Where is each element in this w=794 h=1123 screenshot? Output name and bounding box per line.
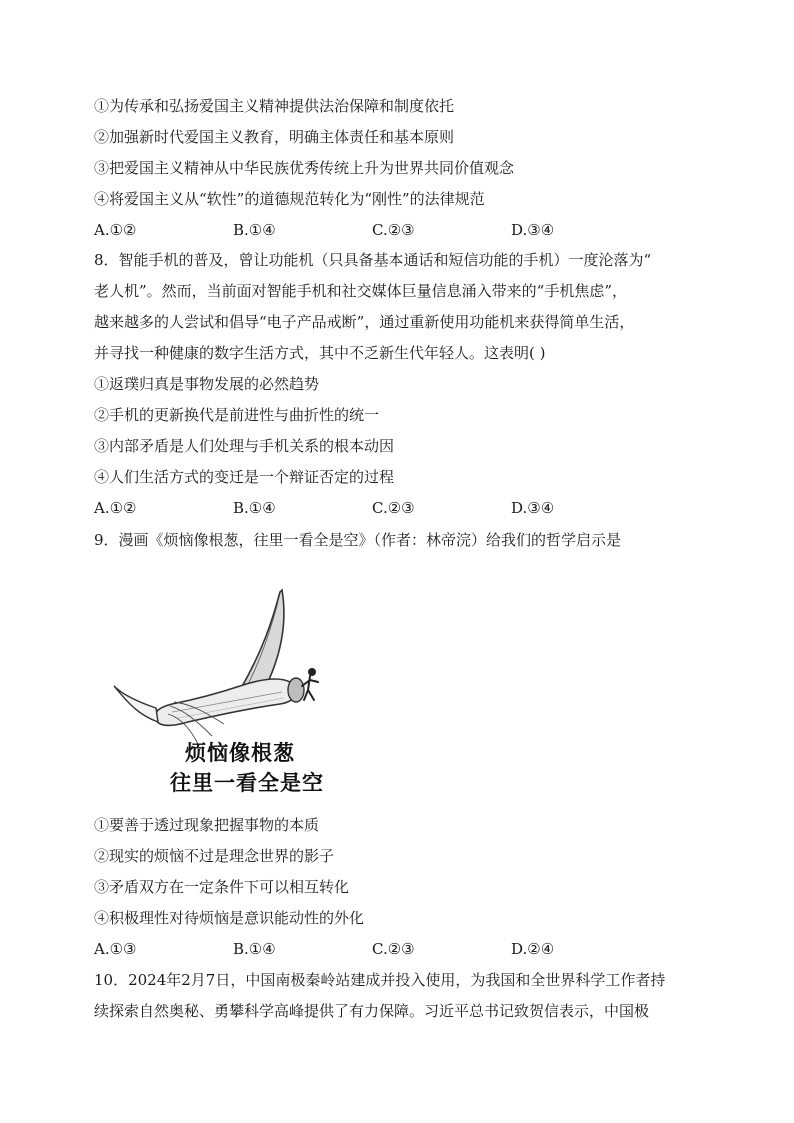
q10-stem-line-2: 续探索自然奥秘、勇攀科学高峰提供了有力保障。习近平总书记致贺信表示，中国极	[94, 1002, 650, 1020]
q7-option-d[interactable]: D.③④	[511, 221, 555, 239]
q8-option-d[interactable]: D.③④	[511, 499, 555, 517]
q7-option-c[interactable]: C.②③	[372, 221, 415, 239]
scallion-hollow-end	[288, 678, 304, 702]
q9-stem: 9．漫画《烦恼像根葱，往里一看全是空》（作者：林帝浣）给我们的哲学启示是	[94, 531, 622, 549]
q7-statement-4: ④将爱国主义从“软性”的道德规范转化为“刚性”的法律规范	[94, 190, 485, 208]
cartoon-caption-line-1: 烦恼像根葱	[185, 741, 295, 765]
q8-stem-line-2: 老人机”。然而，当前面对智能手机和社交媒体巨量信息涌入带来的“手机焦虑”，	[94, 282, 628, 300]
q7-statement-2: ②加强新时代爱国主义教育，明确主体责任和基本原则	[94, 128, 455, 146]
q8-stem-line-4: 并寻找一种健康的数字生活方式，其中不乏新生代年轻人。这表明( )	[94, 344, 546, 362]
q9-option-a[interactable]: A.①③	[94, 940, 137, 958]
cartoon-caption-line-2: 往里一看全是空	[170, 771, 324, 795]
q7-option-b[interactable]: B.①④	[233, 221, 276, 239]
q9-option-b[interactable]: B.①④	[233, 940, 276, 958]
q8-statement-1: ①返璞归真是事物发展的必然趋势	[94, 375, 320, 393]
q8-statement-3: ③内部矛盾是人们处理与手机关系的根本动因	[94, 437, 395, 455]
q8-options	[94, 498, 714, 518]
q9-options	[94, 939, 714, 959]
q7-statement-3: ③把爱国主义精神从中华民族优秀传统上升为世界共同价值观念	[94, 159, 515, 177]
q8-stem-line-3: 越来越多的人尝试和倡导“电子产品戒断”，通过重新使用功能机来获得简单生活，	[94, 313, 635, 331]
q8-statement-4: ④人们生活方式的变迁是一个辩证否定的过程	[94, 468, 395, 486]
scallion-cartoon-image	[112, 582, 352, 802]
q8-option-c[interactable]: C.②③	[372, 499, 415, 517]
q7-statement-1: ①为传承和弘扬爱国主义精神提供法治保障和制度依托	[94, 97, 455, 115]
scallion-bulb	[114, 686, 158, 722]
q9-statement-2: ②现实的烦恼不过是理念世界的影子	[94, 847, 335, 865]
q8-statement-2: ②手机的更新换代是前进性与曲折性的统一	[94, 406, 380, 424]
q9-statement-3: ③矛盾双方在一定条件下可以相互转化	[94, 878, 350, 896]
person-figure	[302, 668, 318, 700]
q9-statement-1: ①要善于透过现象把握事物的本质	[94, 816, 320, 834]
q10-stem-line-1: 10．2024年2月7日，中国南极秦岭站建成并投入使用，为我国和全世界科学工作者持	[94, 971, 666, 989]
q7-option-a[interactable]: A.①②	[94, 221, 137, 239]
q9-statement-4: ④积极理性对待烦恼是意识能动性的外化	[94, 909, 365, 927]
q8-stem-line-1: 8．智能手机的普及，曾让功能机（只具备基本通话和短信功能的手机）一度沦落为“	[94, 251, 652, 269]
q9-option-d[interactable]: D.②④	[511, 940, 555, 958]
q9-option-c[interactable]: C.②③	[372, 940, 415, 958]
q8-option-b[interactable]: B.①④	[233, 499, 276, 517]
q7-options	[94, 220, 714, 240]
q8-option-a[interactable]: A.①②	[94, 499, 137, 517]
